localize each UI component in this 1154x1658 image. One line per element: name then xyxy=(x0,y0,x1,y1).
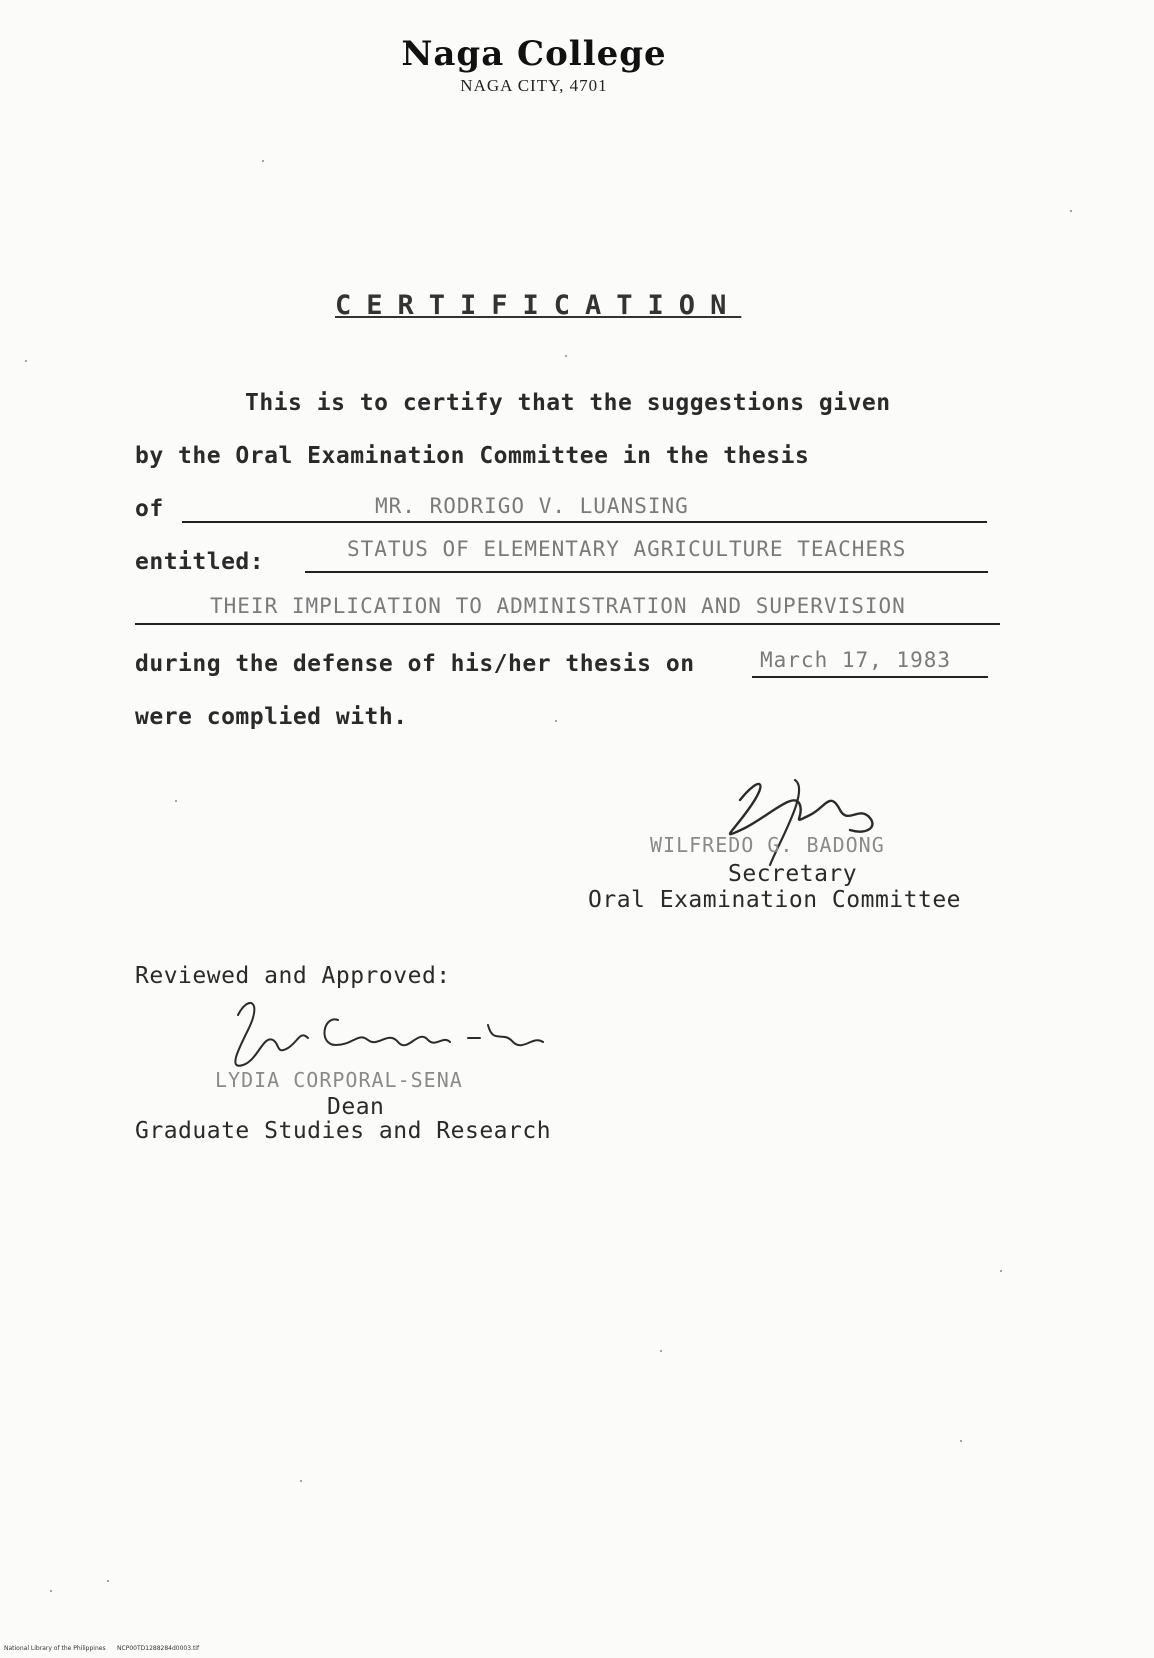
student-name-rule xyxy=(182,521,987,523)
thesis-title-rule-2 xyxy=(135,623,1000,625)
certification-heading: CERTIFICATION xyxy=(335,290,742,321)
closing-line: were complied with. xyxy=(135,704,408,730)
defense-text: during the defense of his/her thesis on xyxy=(135,651,695,677)
entitled-label: entitled: xyxy=(135,549,265,575)
committee-name: Oral Examination Committee xyxy=(588,887,962,913)
defense-date: March 17, 1983 xyxy=(760,648,952,672)
body-line-2: by the Oral Examination Committee in the thesis xyxy=(135,443,810,469)
thesis-title-line-2: THEIR IMPLICATION TO ADMINISTRATION AND SUPERVISION xyxy=(210,594,906,618)
footer-file-id: NCP00TD1288284d0003.tif xyxy=(117,1645,200,1652)
approval-label: Reviewed and Approved: xyxy=(135,963,451,989)
of-label: of xyxy=(135,496,164,522)
dean-name: LYDIA CORPORAL-SENA xyxy=(215,1068,463,1092)
student-name: MR. RODRIGO V. LUANSING xyxy=(375,494,689,518)
college-city: NAGA CITY, 4701 xyxy=(460,76,608,95)
college-name: Naga College xyxy=(401,34,667,74)
scan-footer xyxy=(4,1645,199,1652)
secretary-name: WILFREDO G. BADONG xyxy=(650,833,885,857)
dean-office: Graduate Studies and Research xyxy=(135,1118,552,1144)
footer-library: National Library of the Philippines xyxy=(4,1645,106,1652)
thesis-title-rule-1 xyxy=(305,571,988,573)
body-line-1: This is to certify that the suggestions given xyxy=(245,390,891,416)
dean-title: Dean xyxy=(327,1094,385,1120)
thesis-title-line-1: STATUS OF ELEMENTARY AGRICULTURE TEACHERS xyxy=(347,537,907,561)
secretary-title: Secretary xyxy=(728,861,858,887)
defense-date-rule xyxy=(752,676,988,678)
